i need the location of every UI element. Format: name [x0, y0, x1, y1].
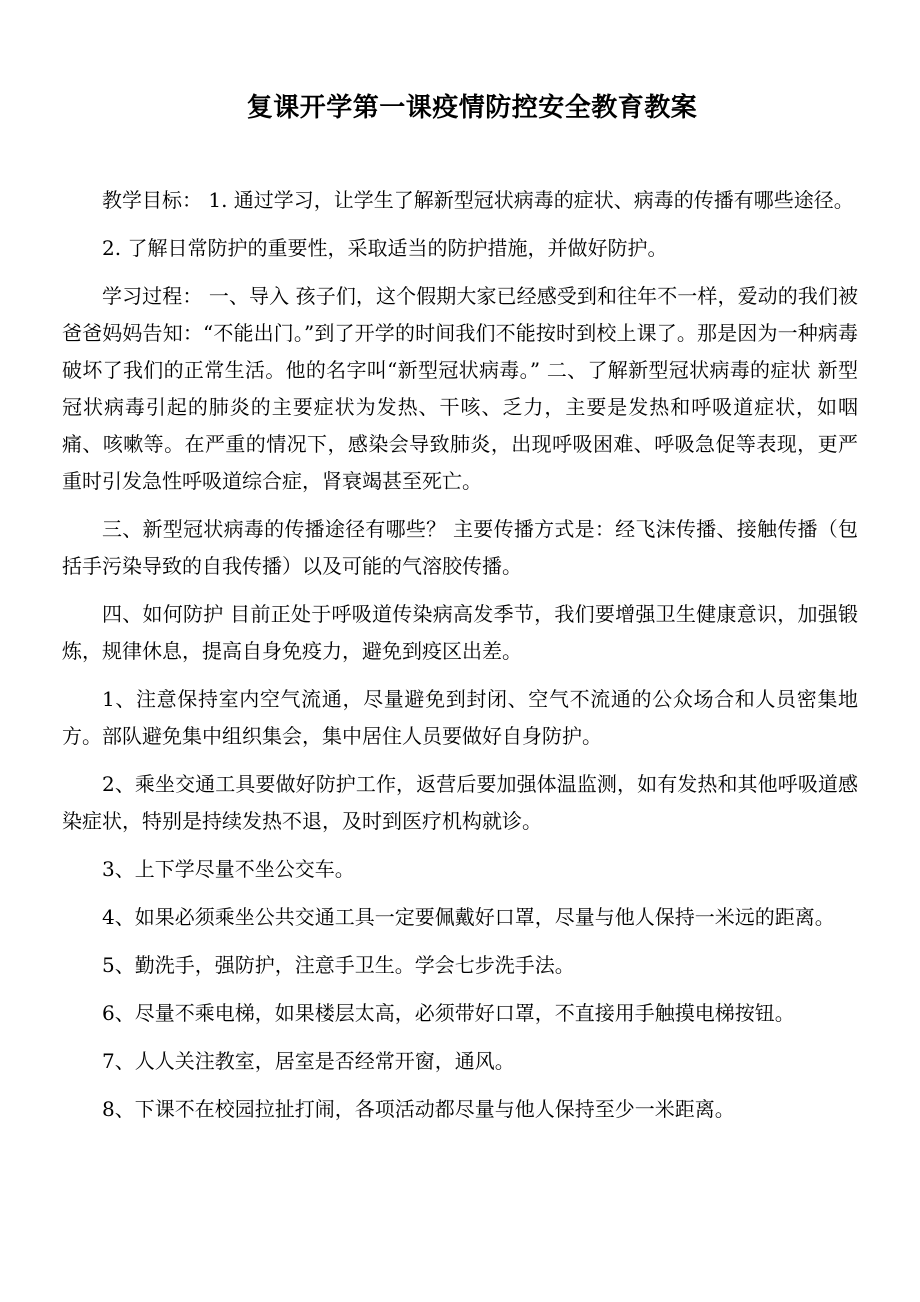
list-item-6: 6、尽量不乘电梯，如果楼层太高，必须带好口罩，不直接用手触摸电梯按钮。 [102, 1001, 795, 1025]
list-item-4: 4、如果必须乘坐公共交通工具一定要佩戴好口罩，尽量与他人保持一米远的距离。 [102, 905, 835, 929]
list-item-2: 2、乘坐交通工具要做好防护工作，返营后要加强体温监测，如有发热和其他呼吸道感染症状，特别是持续发热不退，及时到医疗机构就诊。 [62, 772, 858, 833]
paragraph-objective-2: 2. 了解日常防护的重要性，采取适当的防护措施，并做好防护。 [102, 236, 668, 260]
list-item-5: 5、勤洗手，强防护，注意手卫生。学会七步洗手法。 [102, 953, 575, 977]
list-item-3: 3、上下学尽量不坐公交车。 [102, 857, 355, 881]
list-item-8: 8、下课不在校园拉扯打闹，各项活动都尽量与他人保持至少一米距离。 [102, 1097, 735, 1121]
document-body [62, 182, 858, 1128]
paragraph-transmission: 三、新型冠状病毒的传播途径有哪些？ 主要传播方式是：经飞沫传播、接触传播（包括手污染导致的自我传播）以及可能的气溶胶传播。 [62, 517, 858, 578]
paragraph-objectives: 教学目标： 1. 通过学习，让学生了解新型冠状病毒的症状、病毒的传播有哪些途径。 [102, 188, 854, 212]
list-item-1: 1、注意保持室内空气流通，尽量避免到封闭、空气不流通的公众场合和人员密集地方。部队避免集中组织集会，集中居住人员要做好自身防护。 [62, 687, 858, 748]
list-item-7: 7、人人关注教室，居室是否经常开窗，通风。 [102, 1049, 515, 1073]
paragraph-prevention: 四、如何防护 目前正处于呼吸道传染病高发季节，我们要增强卫生健康意识，加强锻炼，规律休息，提高自身免疫力，避免到疫区出差。 [62, 602, 858, 663]
page-title: 复课开学第一课疫情防控安全教育教案 [246, 93, 698, 123]
paragraph-learning-process: 学习过程： 一、导入 孩子们，这个假期大家已经感受到和往年不一样，爱动的我们被爸爸妈妈告知：“不能出门。”到了开学的时间我们不能按时到校上课了。那是因为一种病毒破坏了我们的正常生活。他的名字叫“新型冠状病毒。” 二、了解新型冠状病毒的症状 新型冠状病毒引起的肺炎的主要症状为发热、干咳、乏力，主要是发热和呼吸道症状，如咽痛、咳嗽等。在严重的情况下，感染会导致肺炎，出现呼吸困难、呼吸急促等表现，更严重时引发急性呼吸道综合症，肾衰竭甚至死亡。 [62, 284, 858, 493]
